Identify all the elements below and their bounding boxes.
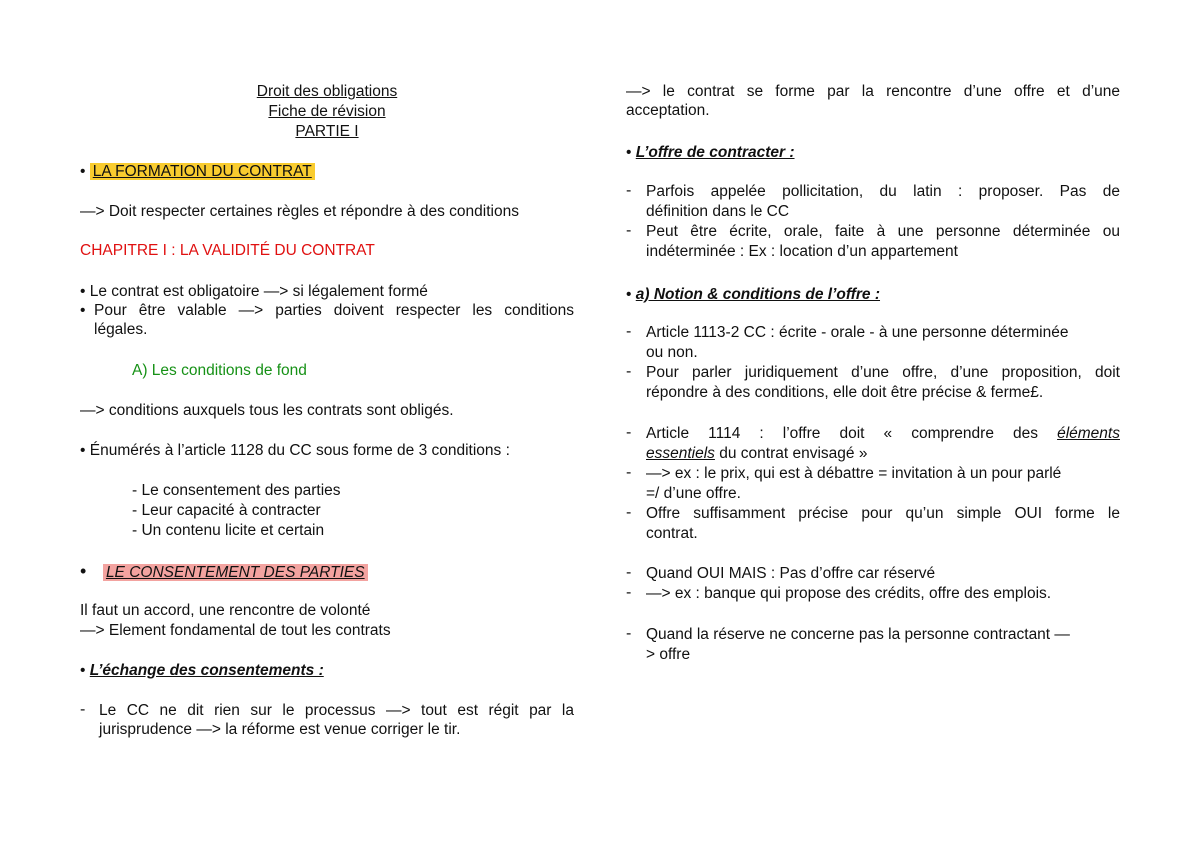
dash-text: > offre <box>646 646 691 663</box>
bullet-icon: • <box>80 662 86 679</box>
intro-text: —> le contrat se forme par la rencontre d’une offre et d’une <box>626 83 1120 100</box>
list-item: - Le consentement des parties <box>132 482 341 499</box>
dash-icon: - <box>626 504 632 521</box>
dash-text: ou non. <box>646 344 698 361</box>
bullet-text: légales. <box>94 321 148 338</box>
bullet-item: • Le contrat est obligatoire —> si légalement formé <box>80 283 428 300</box>
dash-text: —> ex : banque qui propose des crédits, offre des emplois. <box>646 585 1052 602</box>
dash-text: Article 1113-2 CC : écrite - orale - à une personne déterminée <box>646 324 1069 341</box>
dash-text: indéterminée : Ex : location d’un appartement <box>646 243 958 260</box>
bullet-icon: • <box>80 302 86 319</box>
bullet-icon: • <box>80 442 86 459</box>
bullet-text: Pour être valable —> parties doivent respecter les conditions <box>94 302 574 319</box>
dash-text: jurisprudence —> la réforme est venue corriger le tir. <box>99 721 461 738</box>
bullet-icon: • <box>80 283 86 300</box>
bullet-item <box>80 301 85 321</box>
dash-icon: - <box>80 701 86 718</box>
dash-icon: - <box>626 625 632 642</box>
dash-icon: - <box>626 222 632 239</box>
dash-text: contrat. <box>646 525 698 542</box>
dash-text: Le CC ne dit rien sur le processus —> tout est régit par la <box>99 702 574 719</box>
intro-text: acceptation. <box>626 102 710 119</box>
doc-part: PARTIE I <box>295 123 359 140</box>
text-line: Il faut un accord, une rencontre de volonté <box>80 602 371 619</box>
dash-icon: - <box>626 424 632 441</box>
arrow-line: —> conditions auxquels tous les contrats sont obligés. <box>80 402 454 419</box>
section-heading-formation: • LA FORMATION DU CONTRAT <box>80 162 315 182</box>
arrow-line: —> Element fondamental de tout les contrats <box>80 622 391 639</box>
arrow-line: —> Doit respecter certaines règles et répondre à des conditions <box>80 203 519 220</box>
dash-text: Article 1114 : l’offre doit « comprendre des éléments <box>646 425 1120 442</box>
emphasis-text: essentiels <box>646 445 715 462</box>
dash-text: Peut être écrite, orale, faite à une personne déterminée ou <box>646 223 1120 240</box>
dash-icon: - <box>626 323 632 340</box>
dash-text: =/ d’une offre. <box>646 485 741 502</box>
list-item: - Un contenu licite et certain <box>132 522 325 539</box>
bullet-item: • Énumérés à l’article 1128 du CC sous forme de 3 conditions : <box>80 442 510 459</box>
dash-icon: - <box>626 464 632 481</box>
section-heading-consentement: • LE CONSENTEMENT DES PARTIES <box>80 561 368 583</box>
dash-text: Parfois appelée pollicitation, du latin : proposer. Pas de <box>646 183 1120 200</box>
chapter-heading: CHAPITRE I : LA VALIDITÉ DU CONTRAT <box>80 242 375 259</box>
doc-subtitle: Fiche de révision <box>268 103 386 120</box>
dash-text: essentiels du contrat envisagé » <box>646 445 868 462</box>
notion-heading: • a) Notion & conditions de l’offre : <box>626 286 881 303</box>
bullet-icon: • <box>80 561 87 581</box>
list-item: - Leur capacité à contracter <box>132 502 321 519</box>
dash-text: —> ex : le prix, qui est à débattre = invitation à un pour parlé <box>646 465 1062 482</box>
dash-text: Pour parler juridiquement d’une offre, d’une proposition, doit <box>646 364 1120 381</box>
bullet-icon: • <box>626 286 632 303</box>
dash-icon: - <box>626 363 632 380</box>
subheading-a: A) Les conditions de fond <box>132 362 307 379</box>
dash-text: Quand la réserve ne concerne pas la personne contractant — <box>646 626 1070 643</box>
dash-text: Offre suffisamment précise pour qu’un simple OUI forme le <box>646 505 1120 522</box>
bullet-icon: • <box>80 163 86 180</box>
emphasis-text: éléments <box>1057 425 1120 442</box>
dash-text: répondre à des conditions, elle doit être précise & ferme£. <box>646 384 1044 401</box>
offre-heading: • L’offre de contracter : <box>626 144 795 161</box>
doc-title: Droit des obligations <box>256 83 398 100</box>
bullet-icon: • <box>626 144 632 161</box>
dash-icon: - <box>626 584 632 601</box>
dash-text: Quand OUI MAIS : Pas d’offre car réservé <box>646 565 936 582</box>
echange-heading: • L’échange des consentements : <box>80 662 324 679</box>
dash-icon: - <box>626 564 632 581</box>
dash-text: définition dans le CC <box>646 203 790 220</box>
dash-icon: - <box>626 182 632 199</box>
